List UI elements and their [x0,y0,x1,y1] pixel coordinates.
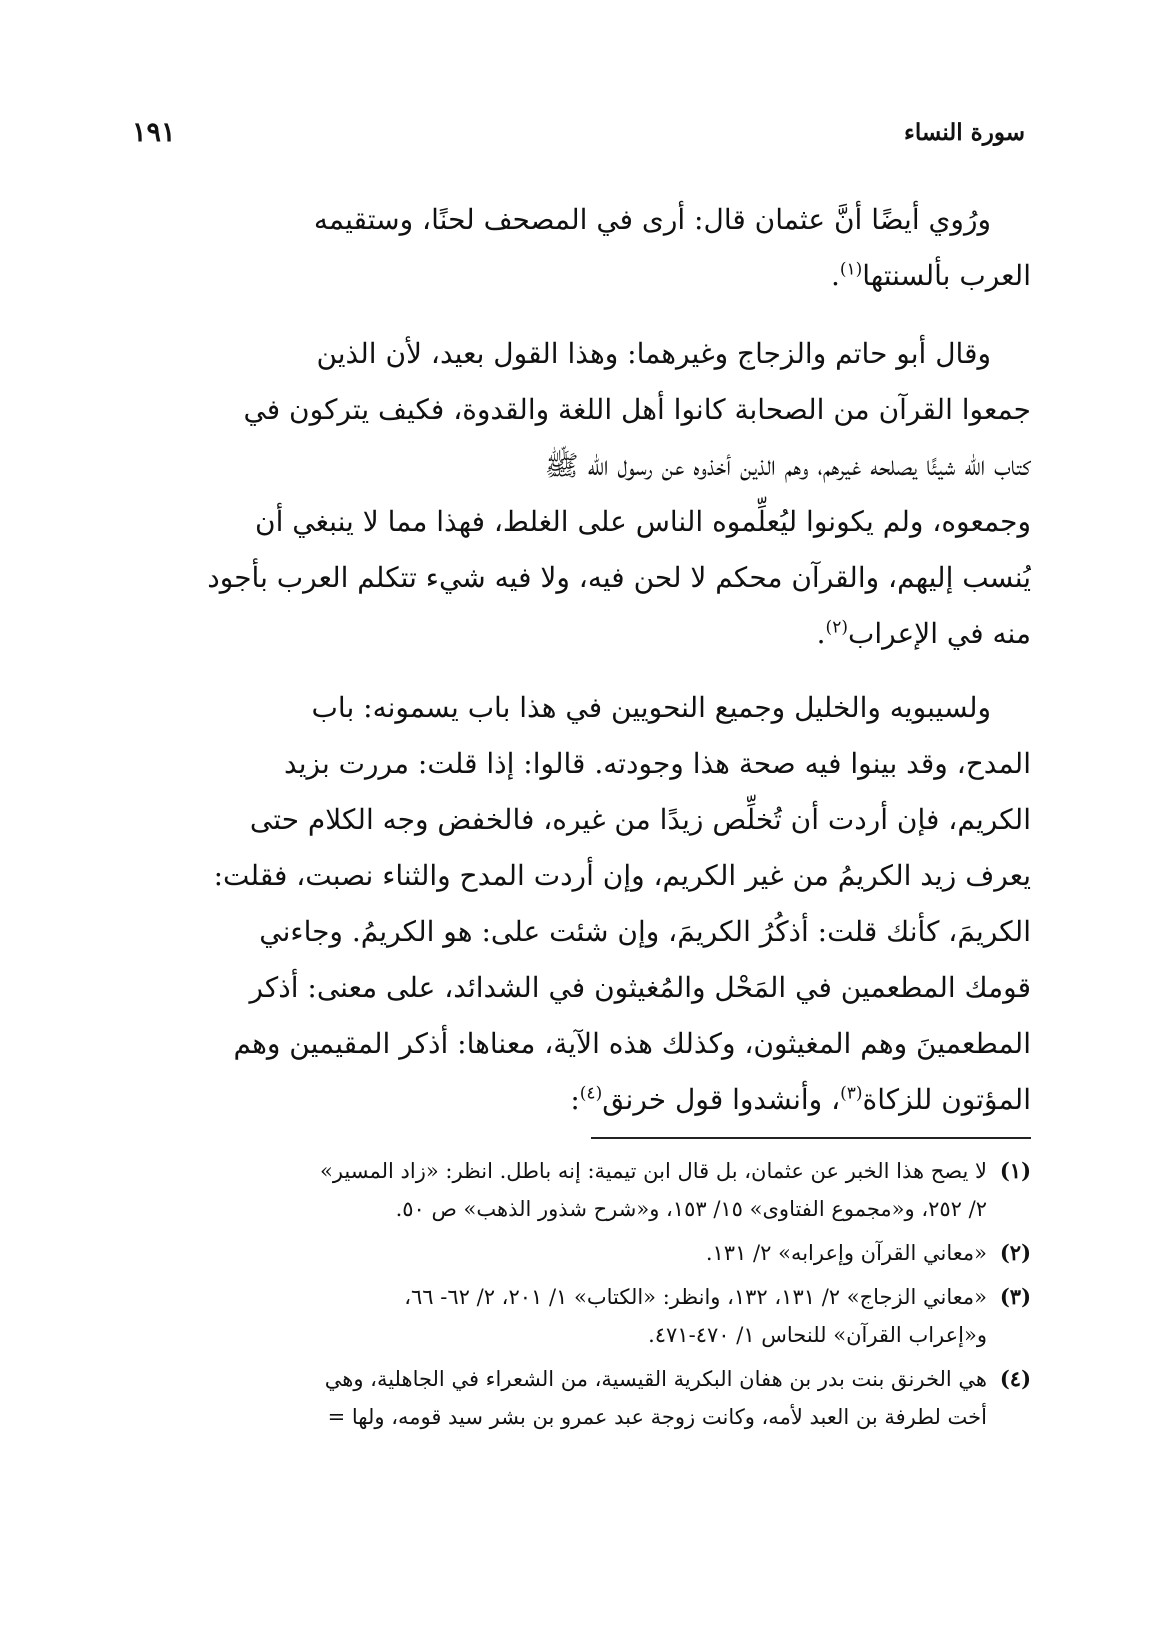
text-run: العرب بألسنتها [862,259,1031,292]
text-line: الكريم، فإن أردت أن تُخلِّص زيدًا من غيره، فالخفض وجه الكلام حتى [249,803,1031,836]
footnote-text [124,1152,987,1228]
text-line [132,606,1031,662]
footnote-ref: (٣) [840,1083,863,1104]
footnote-line: لا يصح هذا الخبر عن عثمان، بل قال ابن تيمية: إنه باطل. انظر: «زاد المسير» [319,1159,987,1183]
text-line: المطعمينَ وهم المغيثون، وكذلك هذه الآية، معناها: أذكر المقيمين وهم [233,1027,1031,1060]
text-run: منه في الإعراب [847,617,1031,650]
footnote-ref: (٢) [825,617,848,638]
paragraph [132,192,1031,316]
text-line [132,248,1031,304]
footnote-text [124,1278,987,1354]
text-line: ولسيبويه والخليل وجميع النحويين في هذا باب يسمونه: باب [311,691,991,724]
footnote-line: و«إعراب القرآن» للنحاس ١/ ٤٧٠-٤٧١. [648,1323,987,1347]
surah-title: سورة النساء [904,118,1025,146]
paragraph [132,680,1031,1150]
footnote [124,1152,1031,1228]
text-line: كتاب الله شيئًا يصلحه غيرهم، وهم الذين أخذوه عن رسول الله ﷺ [544,449,1031,482]
text-run: ، وأنشدوا قول خرنق [602,1083,841,1116]
text-line: يُنسب إليهم، والقرآن محكم لا لحن فيه، ولا فيه شيء تتكلم العرب بأجود [207,561,1031,594]
text-line: الكريمَ، كأنك قلت: أذكُرُ الكريمَ، وإن شئت على: هو الكريمُ. وجاءني [259,915,1031,948]
text-line: المدح، وقد بينوا فيه صحة هذا وجودته. قالوا: إذا قلت: مررت بزيد [284,747,1031,780]
text-run: المؤتون للزكاة [862,1083,1031,1116]
footnote [124,1234,1031,1272]
page-number: ١٩١ [132,116,176,148]
footnote-line: ٢/ ٢٥٢، و«مجموع الفتاوى» ١٥/ ١٥٣، و«شرح شذور الذهب» ص ٥٠. [395,1197,987,1221]
footnote-ref: (١) [839,259,863,280]
text-line: يعرف زيد الكريمُ من غير الكريم، وإن أردت المدح والثناء نصبت، فقلت: [213,859,1031,892]
text-line [132,1072,1031,1128]
footnote-number: (٣) [999,1284,1031,1309]
footnote-text [124,1234,987,1272]
footnotes [124,1152,1031,1442]
main-text [132,192,1031,1160]
text-run: : [570,1083,580,1116]
footnote-number: (٤) [999,1366,1031,1391]
footnote [124,1360,1031,1436]
footnote-number: (١) [999,1158,1031,1183]
text-line: قومك المطعمين في المَحْل والمُغيثون في الشدائد، على معنى: أذكر [249,971,1031,1004]
footnote-divider [591,1137,1031,1139]
page-header [132,112,1025,152]
footnote-number: (٢) [999,1240,1031,1265]
footnote-ref: (٤) [579,1083,603,1104]
footnote-line: «معاني الزجاج» ٢/ ١٣١، ١٣٢، وانظر: «الكتاب» ١/ ٢٠١، ٢/ ٦٢- ٦٦، [404,1285,987,1309]
text-line: وجمعوه، ولم يكونوا ليُعلِّموه الناس على الغلط، فهذا مما لا ينبغي أن [255,505,1031,538]
text-run: . [830,259,840,292]
text-line: ورُوي أيضًا أنَّ عثمان قال: أرى في المصحف لحنًا، وستقيمه [313,203,991,236]
text-line: وقال أبو حاتم والزجاج وغيرهما: وهذا القول بعيد، لأن الذين [316,337,991,370]
footnote-line: «معاني القرآن وإعرابه» ٢/ ١٣١. [705,1241,987,1265]
footnote [124,1278,1031,1354]
text-run: . [816,617,826,650]
footnote-text [124,1360,987,1436]
paragraph [132,326,1031,670]
footnote-line: أخت لطرفة بن العبد لأمه، وكانت زوجة عبد عمرو بن بشر سيد قومه، ولها = [327,1405,987,1429]
text-line: جمعوا القرآن من الصحابة كانوا أهل اللغة والقدوة، فكيف يتركون في [243,393,1031,426]
footnote-line: هي الخرنق بنت بدر بن هفان البكرية القيسية، من الشعراء في الجاهلية، وهي [324,1367,987,1391]
